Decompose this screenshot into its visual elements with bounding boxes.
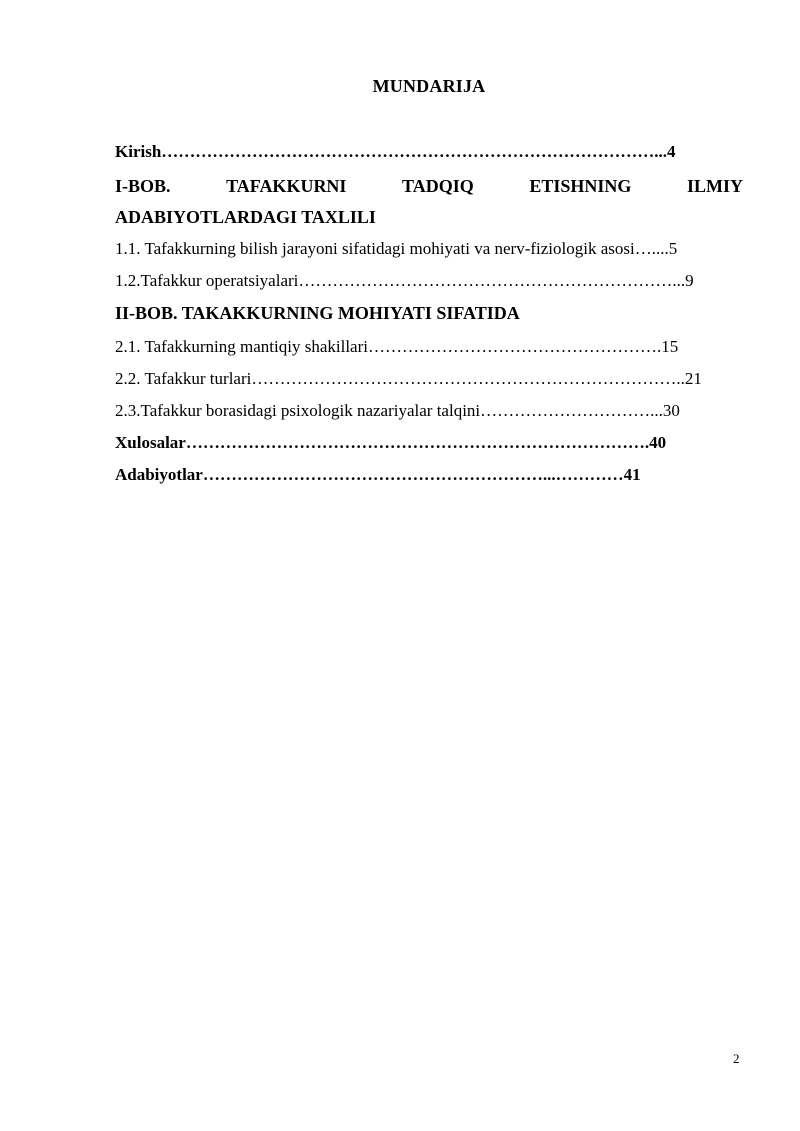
toc-chapter1-heading-continued: ADABIYOTLARDAGI TAXLILI xyxy=(115,207,376,227)
toc-entry-1-1: 1.1. Tafakkurning bilish jarayoni sifatidagi mohiyati va nerv-fiziologik asosi…....5 xyxy=(115,239,678,258)
toc-entry-xulosalar: Xulosalar……………………………………………………………………….40 xyxy=(115,433,667,452)
page-title: MUNDARIJA xyxy=(372,76,486,96)
toc-entry-2-3: 2.3.Tafakkur borasidagi psixologik nazariyalar talqini…………………………...30 xyxy=(115,401,680,420)
toc-entry-kirish: Kirish……………………………………………………………………………...4 xyxy=(115,142,676,161)
toc-entry-2-1: 2.1. Tafakkurning mantiqiy shakillari…………………………………………….15 xyxy=(115,337,679,356)
toc-chapter1-heading xyxy=(115,175,743,197)
chapter1-word: ETISHNING xyxy=(529,176,632,196)
toc-chapter2-heading: II-BOB. TAKAKKURNING MOHIYATI SIFATIDA xyxy=(115,303,520,323)
toc-entry-2-2: 2.2. Tafakkur turlari…………………………………………………………………..21 xyxy=(115,369,702,388)
chapter1-word: ILMIY xyxy=(686,176,743,196)
chapter1-word: TAFAKKURNI xyxy=(226,176,347,196)
chapter1-word: I-BOB. xyxy=(115,176,171,196)
toc-entry-1-2: 1.2.Tafakkur operatsiyalari…………………………………………………………...9 xyxy=(115,271,694,290)
chapter1-word: TADQIQ xyxy=(402,176,474,196)
toc-entry-adabiyotlar: Adabiyotlar……………………………………………………...…………41 xyxy=(115,465,641,484)
page-number: 2 xyxy=(733,1051,740,1066)
